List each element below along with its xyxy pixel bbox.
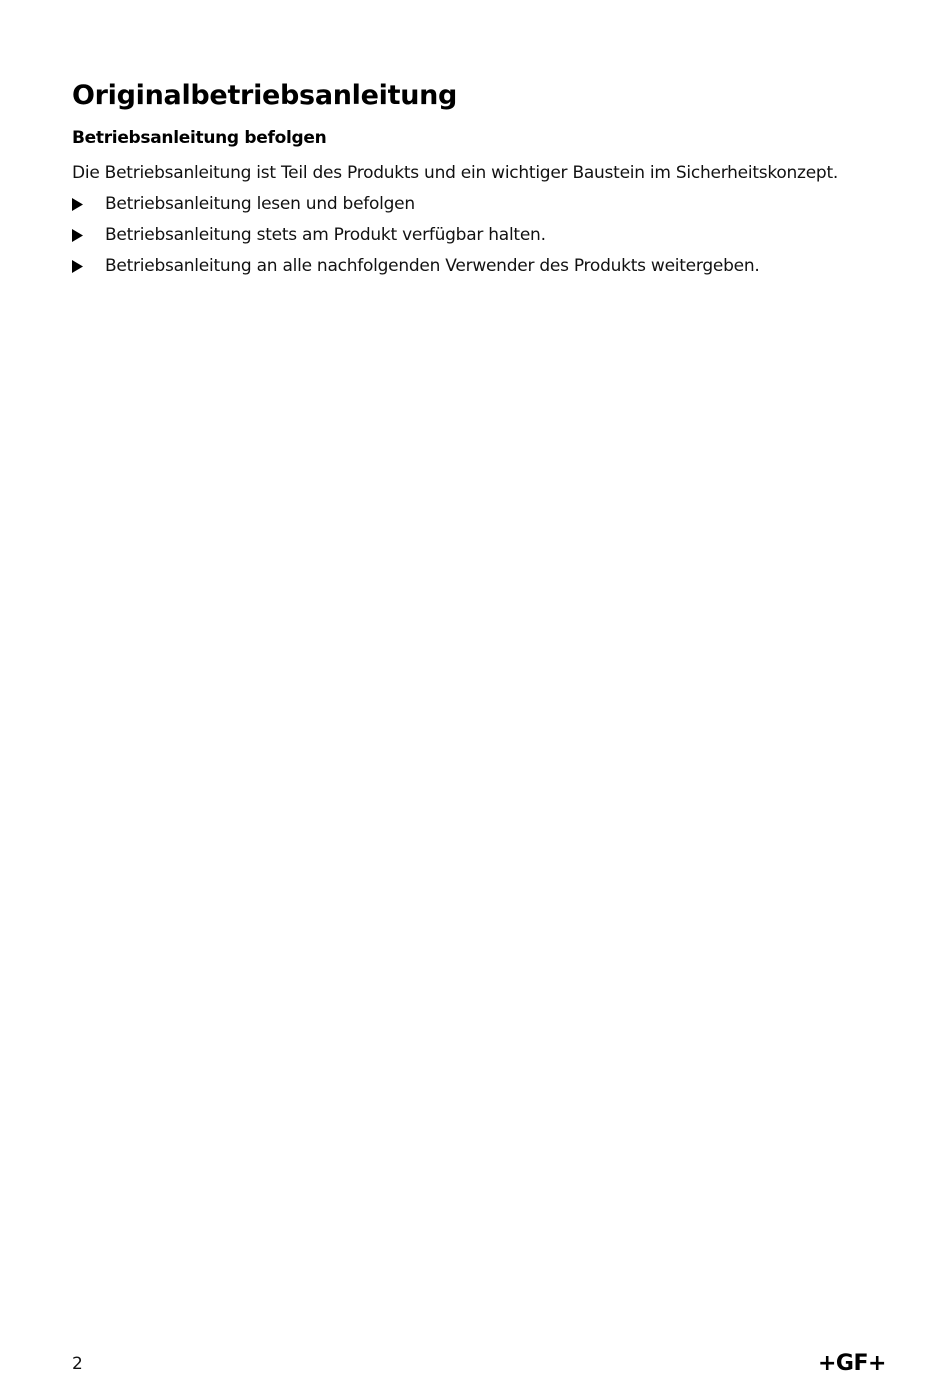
triangle-right-icon — [72, 223, 105, 247]
instruction-item — [72, 254, 760, 285]
instruction-text: Betriebsanleitung lesen und befolgen — [105, 194, 415, 214]
triangle-right-icon — [72, 192, 105, 216]
instruction-text: Betriebsanleitung stets am Produkt verfügbar halten. — [105, 225, 546, 245]
page-title: Originalbetriebsanleitung — [72, 80, 458, 111]
gf-logo: +GF+ — [818, 1351, 886, 1376]
intro-paragraph: Die Betriebsanleitung ist Teil des Produkts und ein wichtiger Baustein im Sicherheitskonzept. — [72, 163, 839, 183]
triangle-right-icon — [72, 254, 105, 278]
instruction-list — [72, 192, 760, 285]
page-number: 2 — [72, 1354, 83, 1374]
section-heading: Betriebsanleitung befolgen — [72, 128, 327, 148]
instruction-item — [72, 192, 760, 223]
instruction-item — [72, 223, 760, 254]
instruction-text: Betriebsanleitung an alle nachfolgenden Verwender des Produkts weitergeben. — [105, 256, 760, 276]
